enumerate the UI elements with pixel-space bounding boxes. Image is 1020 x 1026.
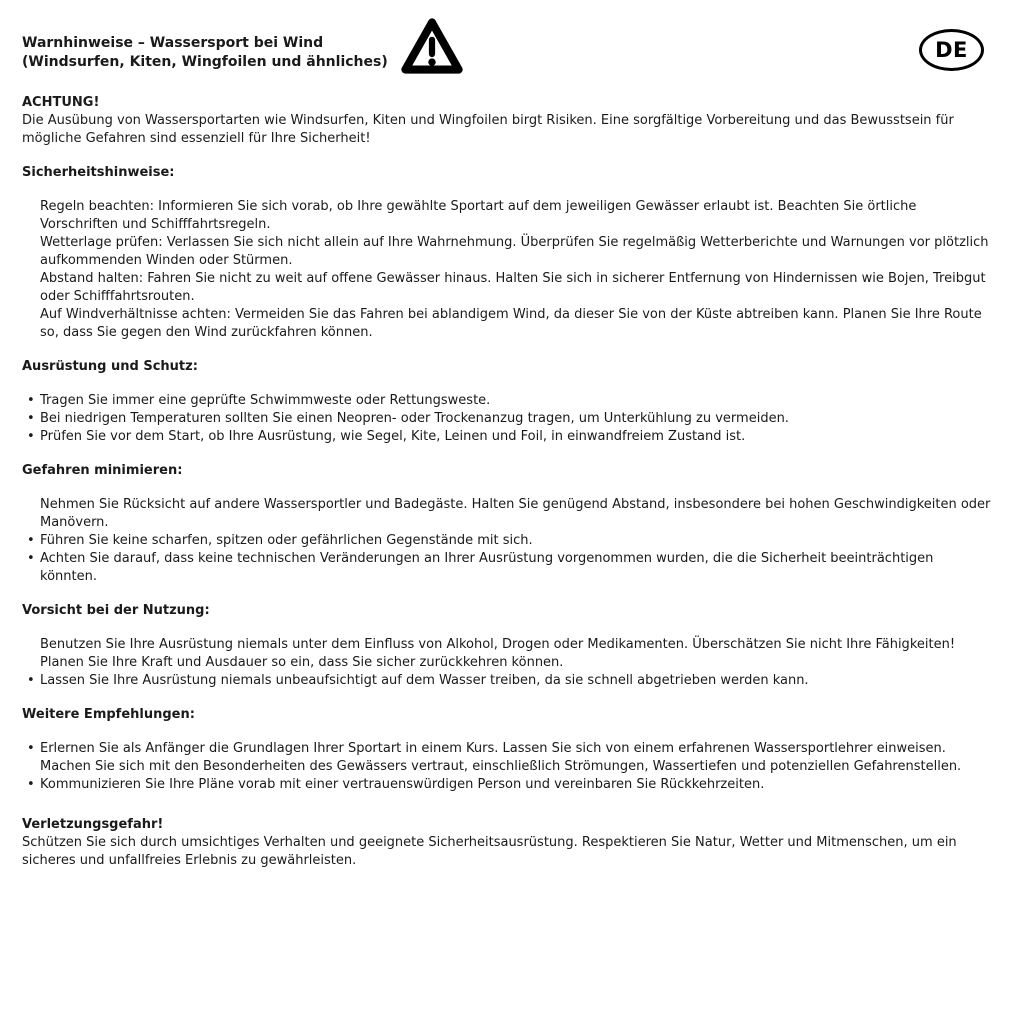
bullet-list-item [27,740,994,758]
section-paragraph: Die Ausübung von Wassersportarten wie Windsurfen, Kiten und Wingfoilen birgt Risiken. Eine sorgfältige Vorbereitung und das Bewusstsein für mögliche Gefahren sind essenziell für Ihre Sicherheit! [22,113,954,146]
item-text: Bei niedrigen Temperaturen sollten Sie einen Neopren- oder Trockenanzug tragen, um Unterkühlung zu vermeiden. [40,411,789,426]
list-item [40,306,994,342]
list-item [40,234,994,270]
section-paragraph: Schützen Sie sich durch umsichtiges Verhalten und geeignete Sicherheitsausrüstung. Respektieren Sie Natur, Wetter und Mitmenschen, um ein sicheres und unfallfreies Erlebnis zu gewährleisten. [22,835,957,868]
language-badge-label: DE [935,38,968,62]
item-text: Nehmen Sie Rücksicht auf andere Wassersportler und Badegäste. Halten Sie genügend Abstand, insbesondere bei hohen Geschwindigkeiten oder Manövern. [40,497,991,530]
section-weitere-empfehlungen [22,706,994,794]
bullet-icon: • [27,551,35,566]
bullet-list-item [27,550,994,586]
bullet-icon: • [27,673,35,688]
bullet-icon: • [27,533,35,548]
item-list [22,740,994,794]
bullet-list-item [27,776,994,794]
section-gefahren-minimieren [22,462,994,586]
warning-triangle-icon [401,16,463,76]
bullet-icon: • [27,411,35,426]
item-text: Benutzen Sie Ihre Ausrüstung niemals unter dem Einfluss von Alkohol, Drogen oder Medikamenten. Überschätzen Sie nicht Ihre Fähigkeiten! Planen Sie Ihre Kraft und Ausdauer so ein, dass Sie sicher zurückkehren können. [40,637,956,670]
section-heading: Sicherheitshinweise: [22,165,175,180]
bullet-list-item [27,410,994,428]
list-item [40,636,994,672]
item-text: Wetterlage prüfen: Verlassen Sie sich nicht allein auf Ihre Wahrnehmung. Überprüfen Sie regelmäßig Wetterberichte und Warnungen vor plötzlich aufkommenden Winden oder Stürmen. [40,235,989,268]
title-line-1: Warnhinweise – Wassersport bei Wind [22,35,324,51]
bullet-list-item [27,532,994,550]
item-text: Regeln beachten: Informieren Sie sich vorab, ob Ihre gewählte Sportart auf dem jeweiligen Gewässer erlaubt ist. Beachten Sie örtliche Vorschriften und Schifffahrtsregeln. [40,199,917,232]
list-item [40,270,994,306]
item-list [22,636,994,690]
item-list [22,392,994,446]
document-header [22,34,994,72]
section-heading: Verletzungsgefahr! [22,817,164,832]
item-text: Abstand halten: Fahren Sie nicht zu weit auf offene Gewässer hinaus. Halten Sie sich in sicherer Entfernung von Hindernissen wie Bojen, Treibgut oder Schifffahrtsrouten. [40,271,986,304]
bullet-icon: • [27,393,35,408]
title-line-2: (Windsurfen, Kiten, Wingfoilen und ähnliches) [22,54,388,70]
list-item [40,198,994,234]
page-title [22,34,994,72]
section-heading: ACHTUNG! [22,95,100,110]
section-ausruestung-und-schutz [22,358,994,446]
bullet-icon: • [27,429,35,444]
item-text: Prüfen Sie vor dem Start, ob Ihre Ausrüstung, wie Segel, Kite, Leinen und Foil, in einwandfreiem Zustand ist. [40,429,746,444]
list-item [40,496,994,532]
section-heading: Ausrüstung und Schutz: [22,359,198,374]
item-list [22,496,994,586]
item-text: Auf Windverhältnisse achten: Vermeiden Sie das Fahren bei ablandigem Wind, da dieser Sie von der Küste abtreiben kann. Planen Sie Ihre Route so, dass Sie gegen den Wind zurückfahren können. [40,307,982,340]
item-text: Machen Sie sich mit den Besonderheiten des Gewässers vertraut, einschließlich Strömungen, Wassertiefen und potenziellen Gefahrenstellen. [40,759,962,774]
item-text: Achten Sie darauf, dass keine technischen Veränderungen an Ihrer Ausrüstung vorgenommen wurden, die die Sicherheit beeinträchtigen könnten. [40,551,934,584]
bullet-list-item [27,428,994,446]
section-achtung [22,94,994,148]
section-verletzungsgefahr [22,816,994,870]
list-item [40,758,994,776]
language-badge [919,29,984,71]
bullet-icon: • [27,741,35,756]
section-heading: Gefahren minimieren: [22,463,183,478]
section-vorsicht-bei-der-nutzung [22,602,994,690]
section-heading: Vorsicht bei der Nutzung: [22,603,210,618]
item-list [22,198,994,342]
bullet-icon: • [27,777,35,792]
bullet-list-item [27,392,994,410]
item-text: Lassen Sie Ihre Ausrüstung niemals unbeaufsichtigt auf dem Wasser treiben, da sie schnell abgetrieben werden kann. [40,673,809,688]
item-text: Führen Sie keine scharfen, spitzen oder gefährlichen Gegenstände mit sich. [40,533,533,548]
section-heading: Weitere Empfehlungen: [22,707,195,722]
item-text: Erlernen Sie als Anfänger die Grundlagen Ihrer Sportart in einem Kurs. Lassen Sie sich von einem erfahrenen Wassersportlehrer einweisen. [40,741,946,756]
item-text: Kommunizieren Sie Ihre Pläne vorab mit einer vertrauenswürdigen Person und vereinbaren Sie Rückkehrzeiten. [40,777,765,792]
item-text: Tragen Sie immer eine geprüfte Schwimmweste oder Rettungsweste. [40,393,491,408]
section-sicherheitshinweise [22,164,994,342]
bullet-list-item [27,672,994,690]
